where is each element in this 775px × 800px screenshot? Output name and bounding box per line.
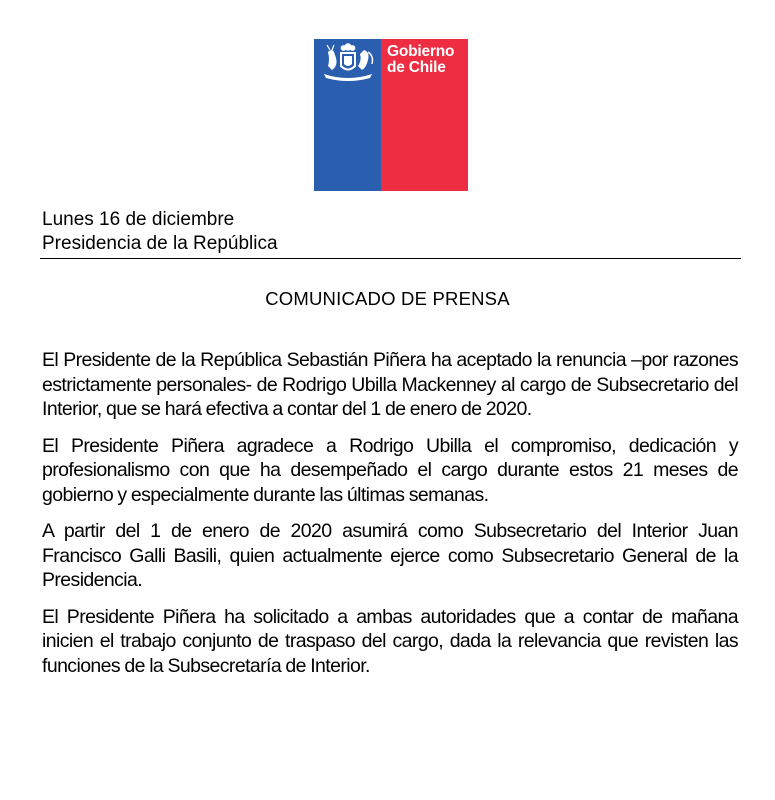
logo-wordmark-line2: de Chile [387, 59, 446, 76]
coat-of-arms-icon [318, 42, 378, 84]
institution-line: Presidencia de la República [42, 233, 278, 254]
header-divider [40, 258, 741, 259]
date-line: Lunes 16 de diciembre [42, 209, 235, 230]
logo-wordmark-line1: Gobierno [387, 43, 455, 60]
paragraph-1: El Presidente de la República Sebastián Piñera ha aceptado la renuncia –por razones estrictamente personales- de Rodrigo Ubilla Mackenney al cargo de Subsecretario del Interior, que se hará efectiva a contar del 1 de enero de 2020. [42, 349, 738, 420]
logo-red-panel [381, 39, 468, 191]
document-header [42, 208, 278, 256]
paragraph-4: El Presidente Piñera ha solicitado a ambas autoridades que a contar de mañana inicien el trabajo conjunto de traspaso del cargo, dada la relevancia que revisten las funciones de la Subsecretaría de Interior. [42, 605, 738, 677]
logo-wordmark [387, 44, 454, 76]
gobierno-de-chile-logo [314, 39, 468, 191]
press-release-body [42, 348, 738, 690]
paragraph-2: El Presidente Piñera agradece a Rodrigo Ubilla el compromiso, dedicación y profesionalismo con que ha desempeñado el cargo durante estos 21 meses de gobierno y especialmente durante las últimas semanas. [42, 434, 738, 506]
logo-blue-panel [314, 39, 381, 191]
document-title: COMUNICADO DE PRENSA [265, 288, 510, 309]
paragraph-3: A partir del 1 de enero de 2020 asumirá como Subsecretario del Interior Juan Francisco Galli Basili, quien actualmente ejerce como Subsecretario General de la Presidencia. [42, 520, 738, 591]
